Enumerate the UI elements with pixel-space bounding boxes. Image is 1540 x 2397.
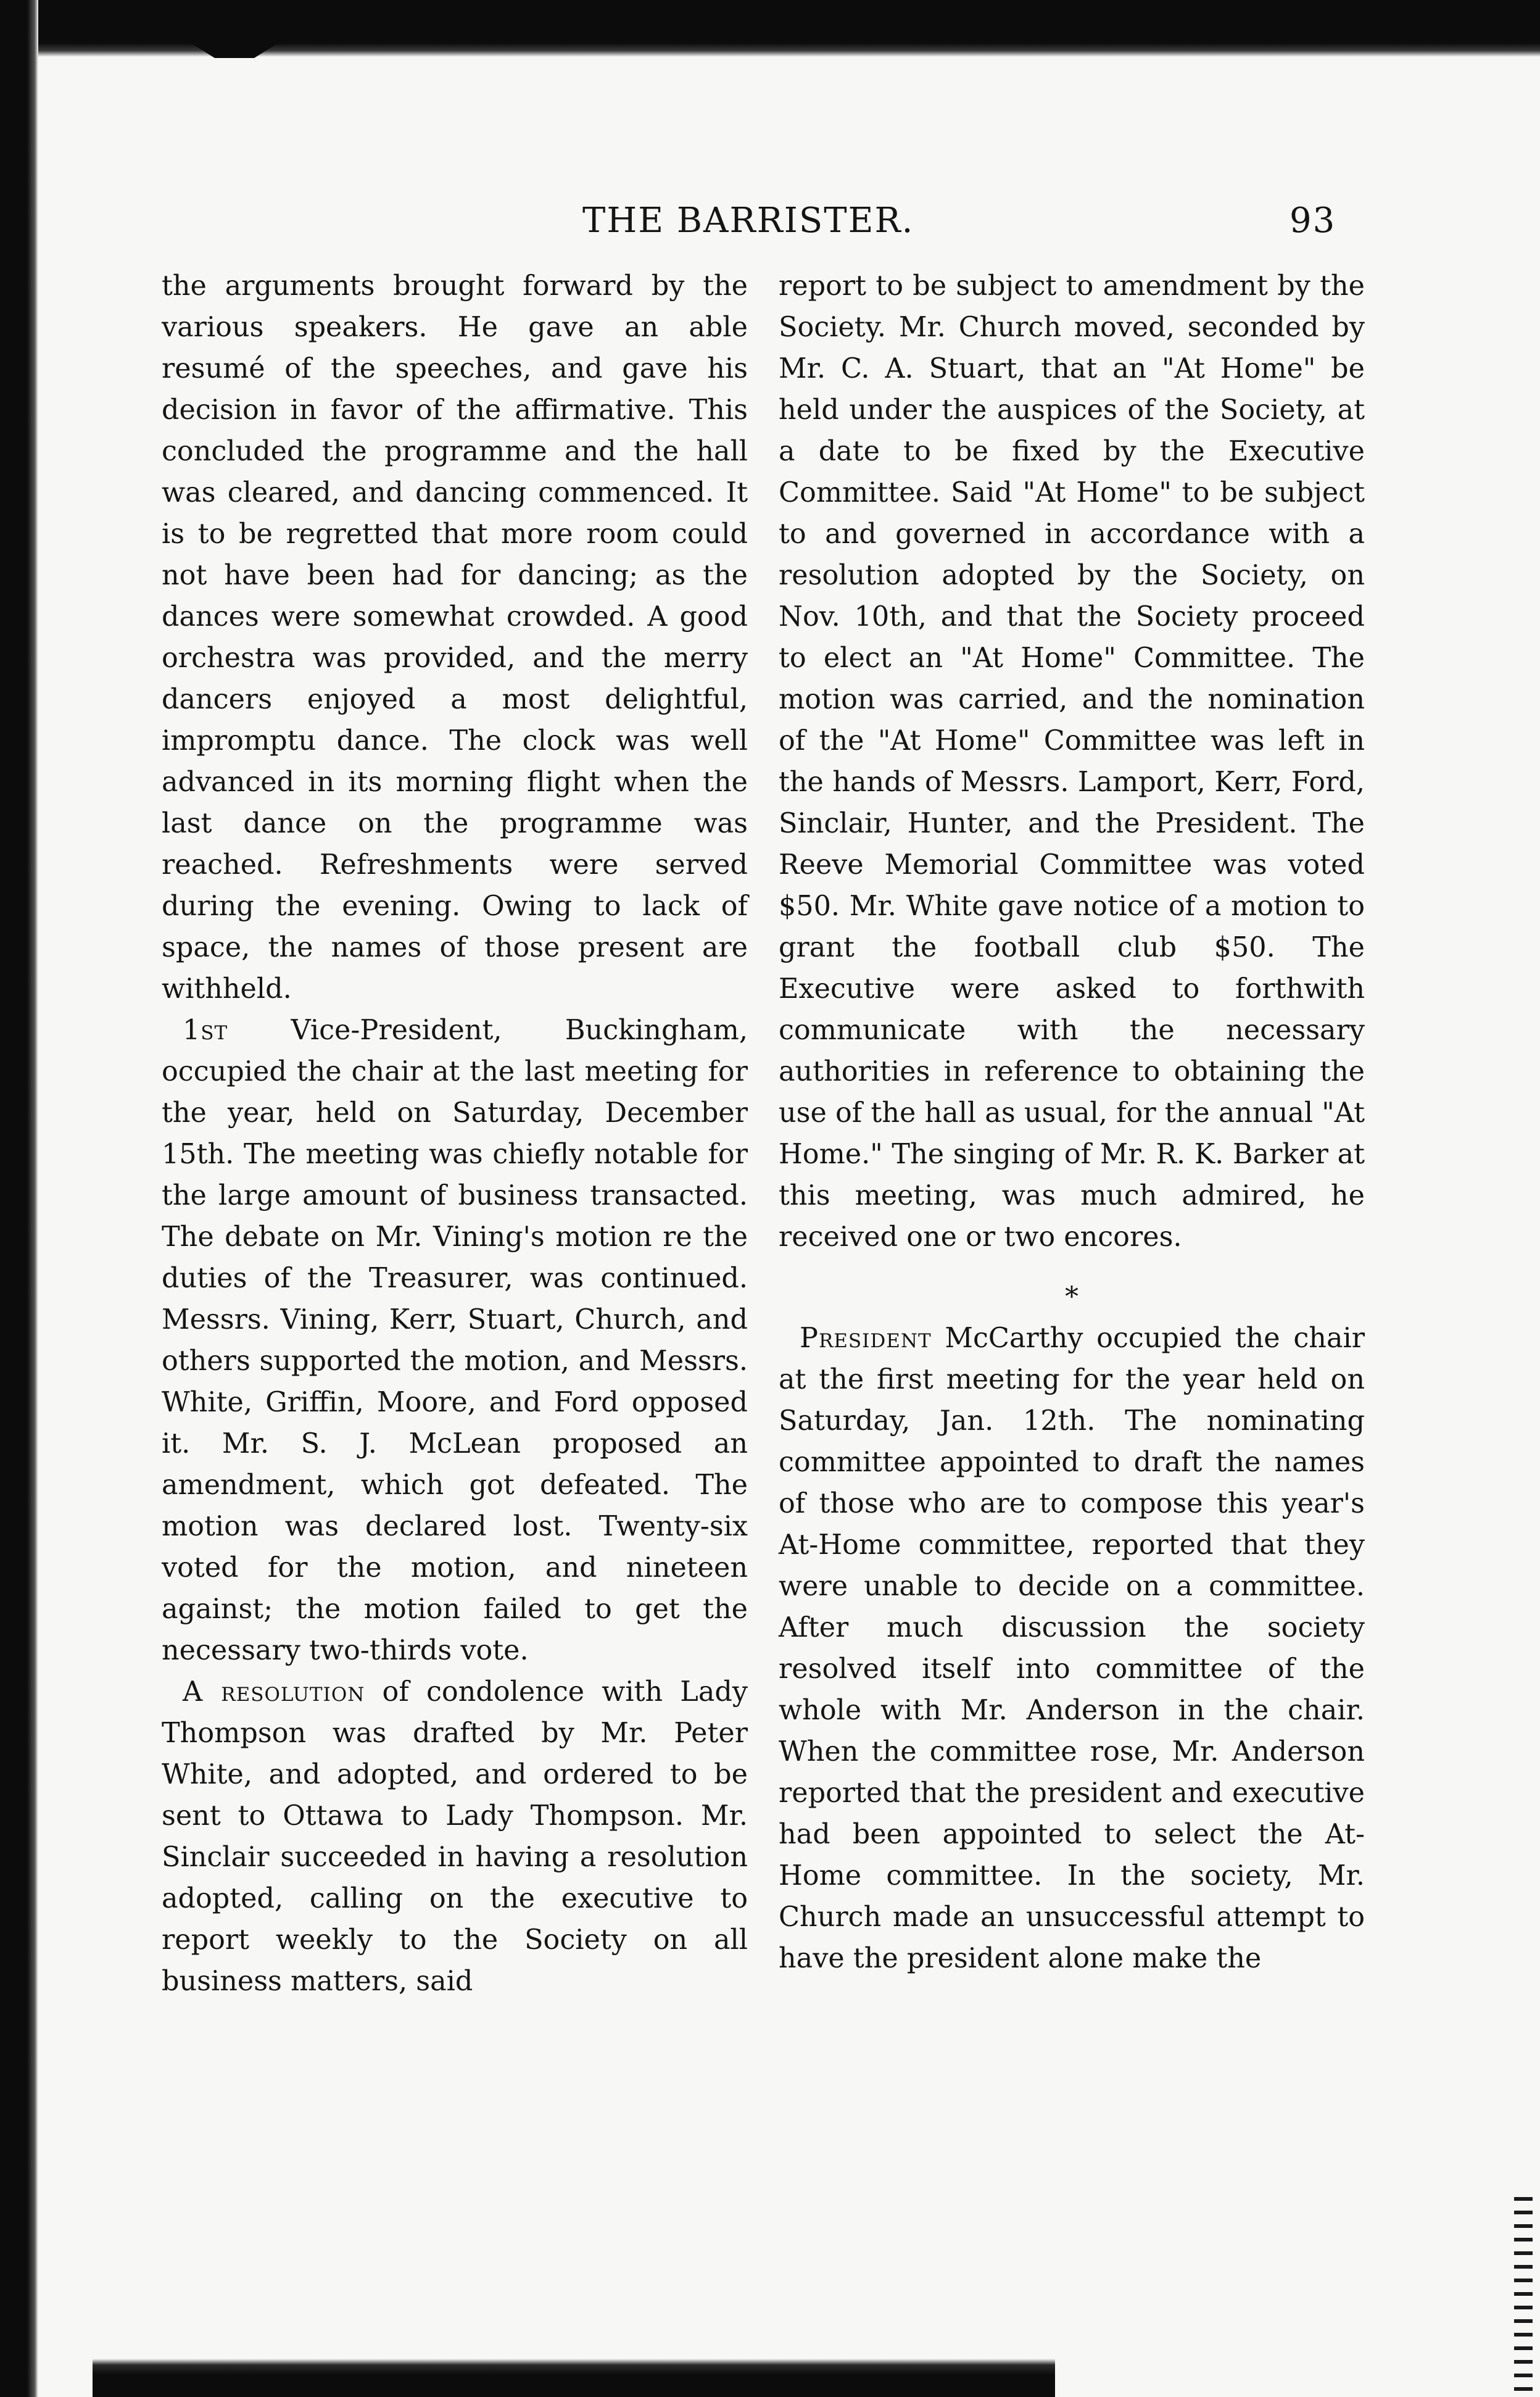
paragraph-text: Vice-President, Buckingham, occupied the chair at the last meeting for the year, held on Saturday, December 15th. The meeting was chiefly notable for the large amount of business transacted. The debate on Mr. Vining's motion re the duties of the Treasurer, was continued. Messrs. Vining, Kerr, Stuart, Church, and others supported the motion, and Messrs. White, Griffin, Moore, and Ford opposed it. Mr. S. J. McLean proposed an amendment, which got defeated. The motion was declared lost. Twenty-six voted for the motion, and nineteen against; the motion failed to get the necessary two-thirds vote. bbox=[162, 1015, 748, 1666]
paragraph-january-meeting bbox=[779, 1318, 1365, 1979]
paragraph-resolution-condolence bbox=[162, 1671, 748, 2002]
scan-edge-marks bbox=[1514, 2197, 1533, 2397]
section-separator: * bbox=[1065, 1281, 1078, 1313]
paragraph-text: of condolence with Lady Thompson was drafted by Mr. Peter White, and adopted, and ordered to be sent to Ottawa to Lady Thompson. Mr. Sinclair succeeded in having a resolution adopted, calling on the executive to report weekly to the Society on all business matters, said bbox=[162, 1676, 748, 1997]
right-column bbox=[779, 265, 1365, 1979]
paragraph-text: report to be subject to amendment by the Society. Mr. Church moved, seconded by Mr. C. A. Stuart, that an "At Home" be held under the auspices of the Society, at a date to be fixed by the Executive Committee. Said "At Home" to be subject to and governed in accordance with a resolution adopted by the Society, on Nov. 10th, and that the Society proceed to elect an "At Home" Committee. The motion was carried, and the nomination of the "At Home" Committee was left in the hands of Messrs. Lamport, Kerr, Ford, Sinclair, Hunter, and the President. The Reeve Memorial Committee was voted $50. Mr. White gave notice of a motion to grant the football club $50. The Executive were asked to forthwith communicate with the necessary authorities in reference to obtaining the use of the hall as usual, for the annual "At Home." The singing of Mr. R. K. Barker at this meeting, was much admired, he received one or two encores. bbox=[779, 270, 1365, 1253]
paragraph-lead: 1st bbox=[183, 1015, 228, 1046]
paragraph-lead: President bbox=[800, 1323, 932, 1354]
paragraph-lead: A resolution bbox=[183, 1676, 365, 1708]
scan-border-bottom bbox=[93, 2359, 1055, 2397]
left-column bbox=[162, 265, 748, 2002]
paragraph-debate-conclusion bbox=[162, 265, 748, 1010]
running-title: THE BARRISTER. bbox=[582, 201, 914, 241]
section-gap bbox=[779, 1258, 1365, 1276]
page-number: 93 bbox=[1290, 201, 1336, 241]
scan-border-left bbox=[0, 0, 38, 2397]
paragraph-december-meeting bbox=[162, 1010, 748, 1671]
running-head bbox=[0, 201, 1540, 250]
paragraph-text: McCarthy occupied the chair at the first meeting for the year held on Saturday, Jan. 12th. The nominating committee appointed to draft the names of those who are to compose this year's At-Home committee, reported that they were unable to decide on a committee. After much discussion the society resolved itself into committee of the whole with Mr. Anderson in the chair. When the committee rose, Mr. Anderson reported that the president and executive had been appointed to select the At-Home committee. In the society, Mr. Church made an unsuccessful attempt to have the president alone make the bbox=[779, 1323, 1365, 1974]
paragraph-at-home-motion bbox=[779, 265, 1365, 1258]
paragraph-text: the arguments brought forward by the various speakers. He gave an able resumé of the speeches, and gave his decision in favor of the affirmative. This concluded the programme and the hall was cleared, and dancing commenced. It is to be regretted that more room could not have been had for dancing; as the dances were somewhat crowded. A good orchestra was provided, and the merry dancers enjoyed a most delightful, impromptu dance. The clock was well advanced in its morning flight when the last dance on the programme was reached. Refreshments were served during the evening. Owing to lack of space, the names of those present are withheld. bbox=[162, 270, 748, 1005]
